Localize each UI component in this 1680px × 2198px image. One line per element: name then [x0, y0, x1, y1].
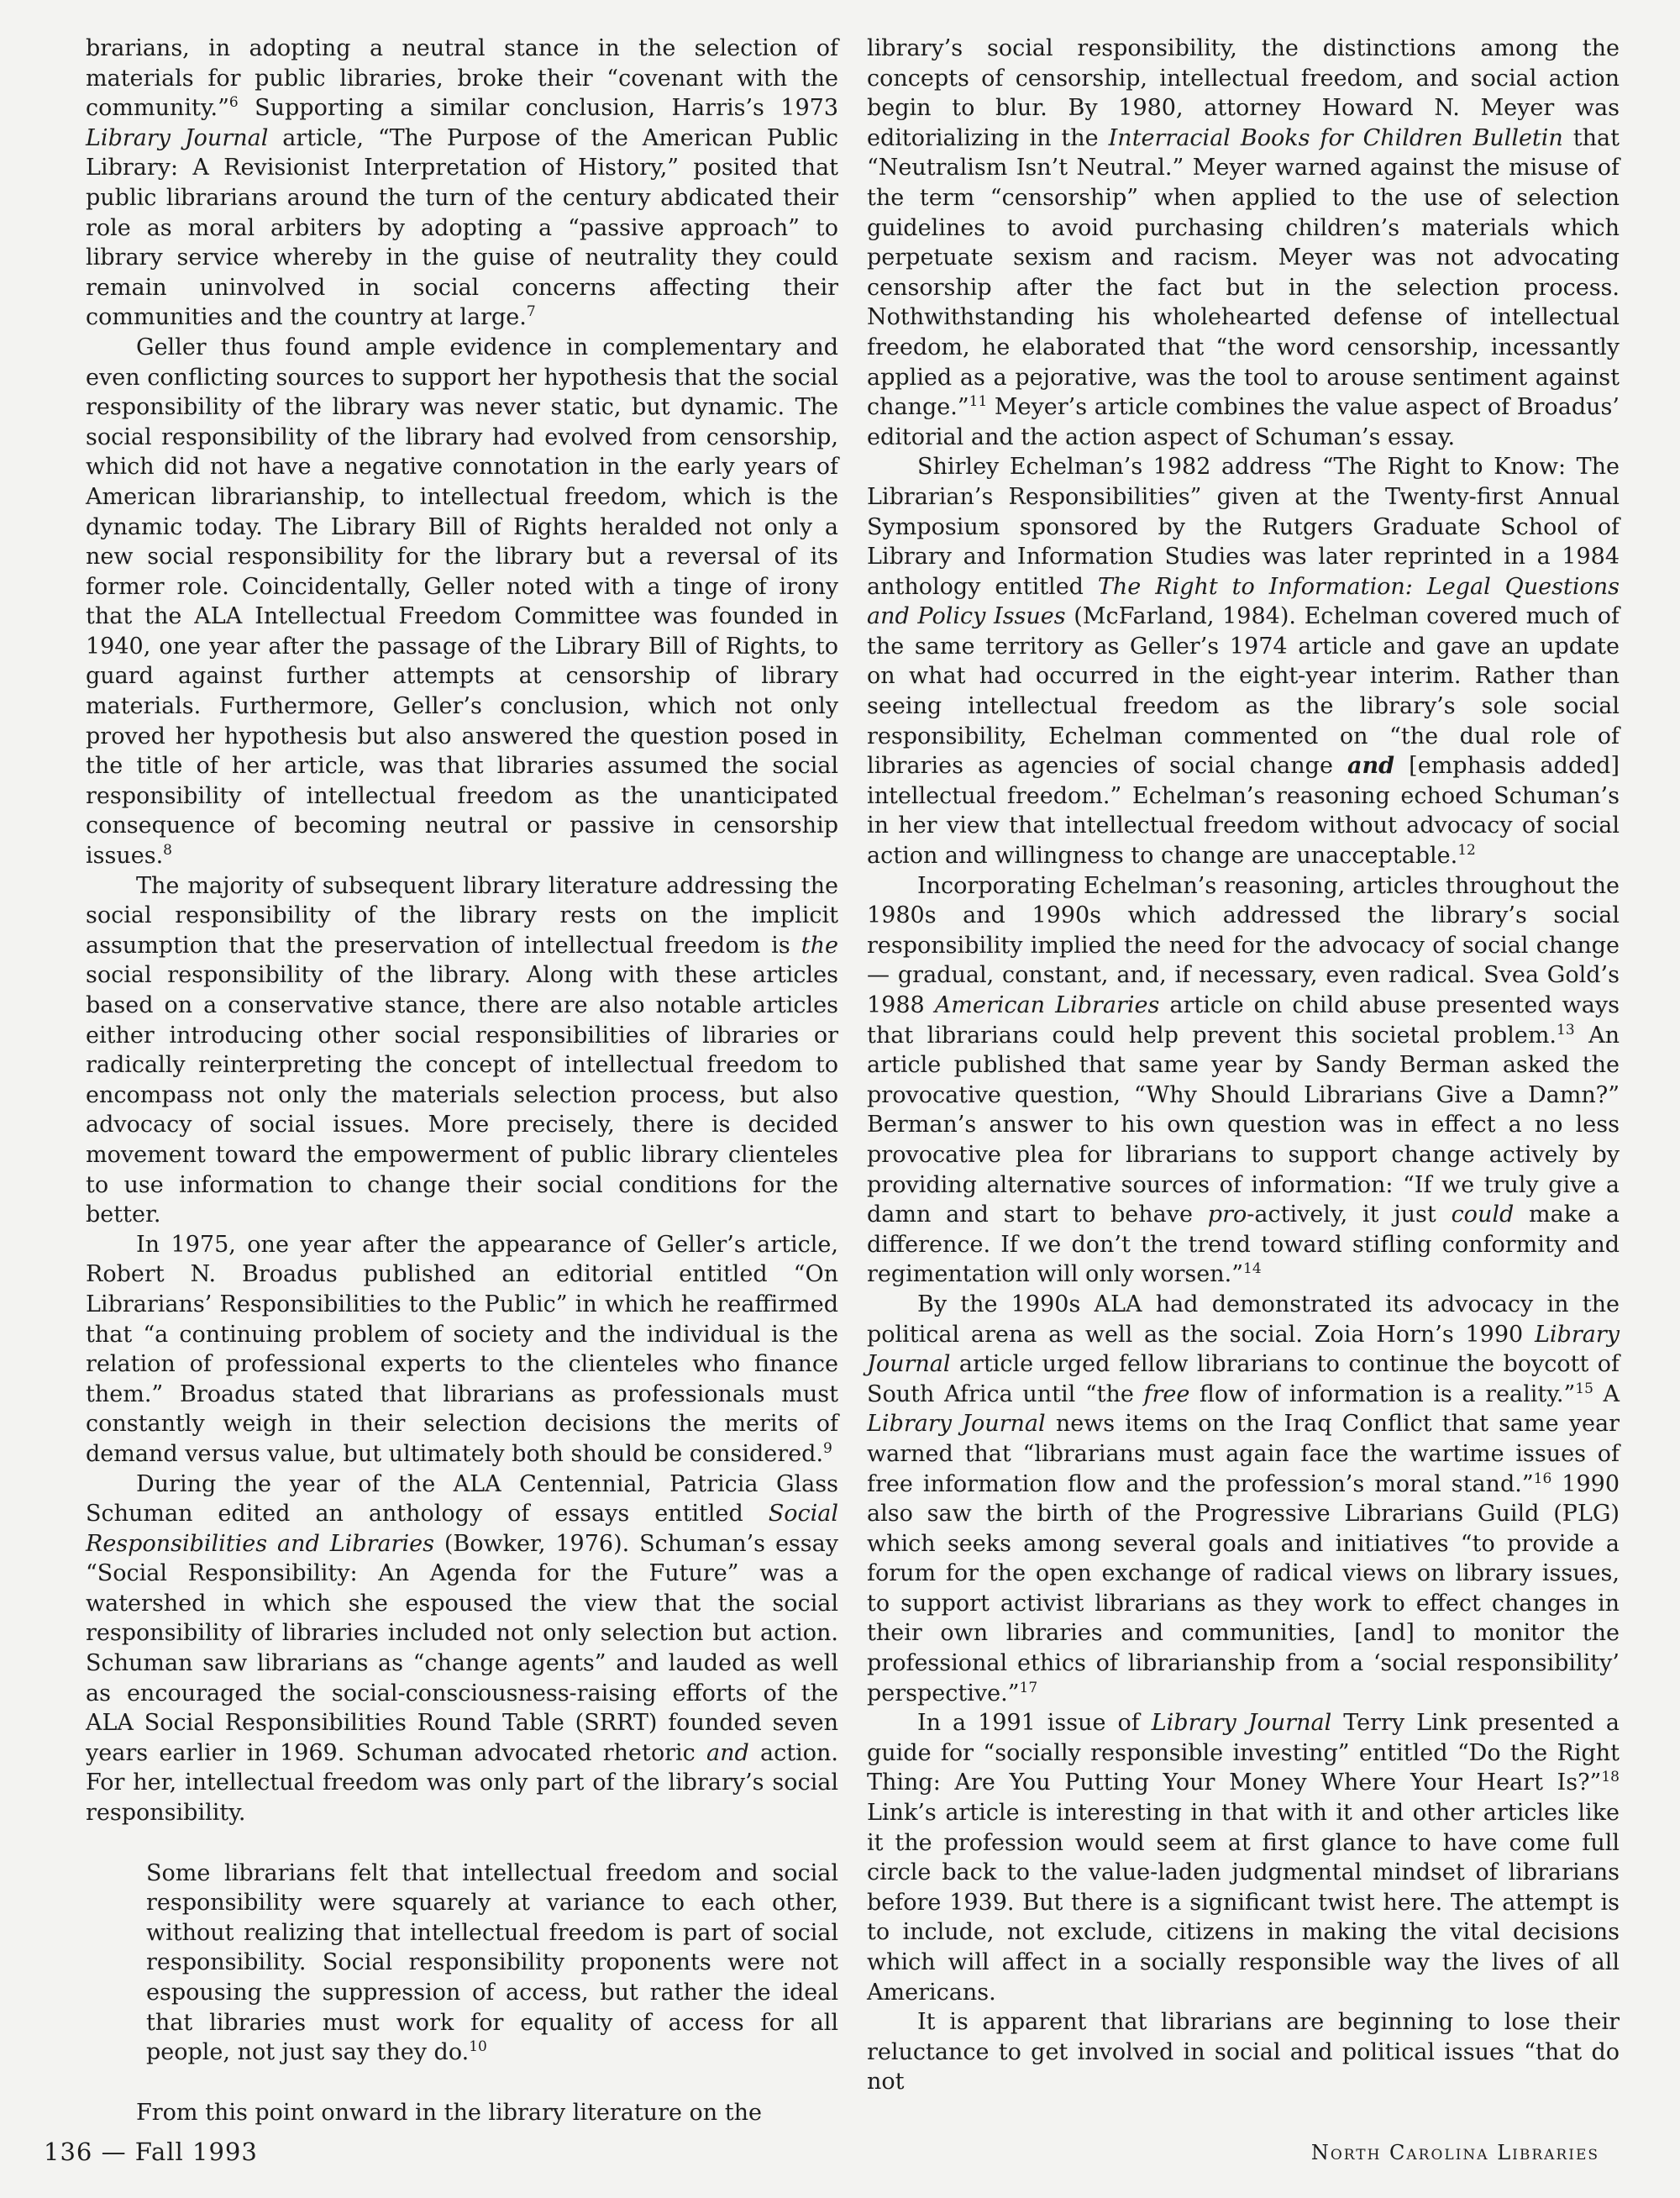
page-number-footer: 136 — Fall 1993 — [44, 2138, 258, 2166]
paragraph: During the year of the ALA Centennial, Patricia Glass Schuman edited an anthology of essays entitled Social Responsibilities and Libraries (Bowker, 1976). Schuman’s essay “Social Responsibility: An Agenda for the Future” was a watershed in which she espoused the view that the social responsibility of libraries included not only selection but action. Schuman saw librarians as “change agents” and lauded as well as encouraged the social-consciousness-raising efforts of the ALA Social Responsibilities Round Table (SRRT) founded seven years earlier in 1969. Schuman advocated rhetoric and action. For her, intellectual freedom was only part of the library’s social responsibility. — [86, 1470, 838, 1827]
paragraph: library’s social responsibility, the distinctions among the concepts of censorship, intellectual freedom, and social action begin to blur. By 1980, attorney Howard N. Meyer was editorializing in the Interracial Books for Children Bulletin that “Neutralism Isn’t Neutral.” Meyer warned against the misuse of the term “censorship” when applied to the use of selection guidelines to avoid purchasing children’s materials which perpetuate sexism and racism. Meyer was not advocating censorship after the fact but in the selection process. Nothwithstanding his wholehearted defense of intellectual freedom, he elaborated that “the word censorship, incessantly applied as a pejorative, was the tool to arouse sentiment against change.”$^{11}$ Meyer’s article combines the value aspect of Broadus’ editorial and the action aspect of Schuman’s essay. — [867, 35, 1620, 450]
footnote-ref: 16 — [1533, 1470, 1552, 1487]
footnote-ref: 7 — [526, 303, 536, 321]
footnote-ref: 17 — [1019, 1679, 1038, 1696]
left-column — [86, 34, 838, 2127]
paragraph: By the 1990s ALA had demonstrated its advocacy in the political arena as well as the social. Zoia Horn’s 1990 Library Journal article urged fellow librarians to continue the boycott of South Africa until “the free flow of information is a reality.”$^{15}$ A Library Journal news items on the Iraq Conflict that same year warned that “librarians must again face the wartime issues of free information flow and the profession’s moral stand.”$^{16}$ 1990 also saw the birth of the Progressive Librarians Guild (PLG) which seeks among several goals and initiatives “to provide a forum for the open exchange of radical views on library issues, to support activist librarians as they work to effect changes in their own libraries and communities, [and] to monitor the professional ethics of librarianship from a ‘social responsibility’ perspective.”$^{17}$ — [867, 1291, 1620, 1706]
footnote-ref: 18 — [1601, 1769, 1620, 1786]
block-quote: Some librarians felt that intellectual freedom and social responsibility were squarely at variance to each other, without realizing that intellectual freedom is part of social responsibility. Social responsibility proponents were not espousing the suppression of access, but rather the ideal that libraries must work for equality of access for all people, not just say they do.$^{10}$ — [146, 1859, 838, 2066]
paragraph: Geller thus found ample evidence in complementary and even conflicting sources to support her hypothesis that the social responsibility of the library was never static, but dynamic. The social responsibility of the library had evolved from censorship, which did not have a negative connotation in the early years of American librarianship, to intellectual freedom, which is the dynamic today. The Library Bill of Rights heralded not only a new social responsibility for the library but a reversal of its former role. Coincidentally, Geller noted with a tinge of irony that the ALA Intellectual Freedom Committee was founded in 1940, one year after the passage of the Library Bill of Rights, to guard against further attempts at censorship of library materials. Furthermore, Geller’s conclusion, which not only proved her hypothesis but also answered the question posed in the title of her article, was that libraries assumed the social responsibility of intellectual freedom as the unanticipated consequence of becoming neutral or passive in censorship issues.$^8$ — [86, 334, 838, 870]
paragraph: From this point onward in the library literature on the — [136, 2099, 762, 2126]
paragraph: brarians, in adopting a neutral stance in the selection of materials for public libraries, broke their “covenant with the community.”$^6$ Supporting a similar conclusion, Harris’s 1973 Library Journal article, “The Purpose of the American Public Library: A Revisionist Interpretation of History,” posited that public librarians around the turn of the century abdicated their role as moral arbiters by adopting a “passive approach” to library service whereby in the guise of neutrality they could remain uninvolved in social concerns affecting their communities and the country at large.$^7$ — [86, 35, 838, 331]
footnote-ref: 13 — [1557, 1021, 1575, 1039]
paragraph: In 1975, one year after the appearance of Geller’s article, Robert N. Broadus published an editorial entitled “On Librarians’ Responsibilities to the Public” in which he reaffirmed that “a continuing problem of society and the individual is the relation of professional experts to the clienteles who finance them.” Broadus stated that librarians as professionals must constantly weigh in their selection decisions the merits of demand versus value, but ultimately both should be considered.$^9$ — [86, 1231, 838, 1467]
footnote-ref: 6 — [228, 94, 239, 112]
journal-name-footer: North Carolina Libraries — [1310, 2141, 1599, 2164]
right-column — [867, 34, 1620, 2097]
paragraph: The majority of subsequent library literature addressing the social responsibility of the library rests on the implicit assumption that the preservation of intellectual freedom is the social responsibility of the library. Along with these articles based on a conservative stance, there are also notable articles either introducing other social responsibilities of libraries or radically reinterpreting the concept of intellectual freedom to encompass not only the materials selection process, but also advocacy of social issues. More precisely, there is decided movement toward the empowerment of public library clienteles to use information to change their social conditions for the better. — [86, 872, 838, 1228]
paragraph: Shirley Echelman’s 1982 address “The Right to Know: The Librarian’s Responsibilities” given at the Twenty-first Annual Symposium sponsored by the Rutgers Graduate School of Library and Information Studies was later reprinted in a 1984 anthology entitled The Right to Information: Legal Questions and Policy Issues (McFarland, 1984). Echelman covered much of the same territory as Geller’s 1974 article and gave an update on what had occurred in the eight-year interim. Rather than seeing intellectual freedom as the library’s sole social responsibility, Echelman commented on “the dual role of libraries as agencies of social change and [emphasis added] intellectual freedom.” Echelman’s reasoning echoed Schuman’s in her view that intellectual freedom without advocacy of social action and willingness to change are unacceptable.$^{12}$ — [867, 454, 1620, 870]
footnote-ref: 8 — [163, 842, 172, 860]
paragraph: In a 1991 issue of Library Journal Terry Link presented a guide for “socially responsible investing” entitled “Do the Right Thing: Are You Putting Your Money Where Your Heart Is?”$^{18}$ Link’s article is interesting in that with it and other articles like it the profession would seem at first glance to have come full circle back to the value-laden judgmental mindset of librarians before 1939. But there is a significant twist here. The attempt is to include, not exclude, citizens in making the vital decisions which will affect in a socially responsible way the lives of all Americans. — [867, 1710, 1620, 2006]
footnote-ref: 15 — [1575, 1380, 1593, 1397]
paragraph: It is apparent that librarians are beginning to lose their reluctance to get involved in social and political issues “that do not — [867, 2009, 1620, 2095]
footnote-ref: 11 — [969, 393, 988, 411]
footnote-ref: 12 — [1457, 842, 1476, 860]
footnote-ref: 10 — [469, 2038, 487, 2056]
paragraph: Incorporating Echelman’s reasoning, articles throughout the 1980s and 1990s which addressed the library’s social responsibility implied the need for the advocacy of social change — gradual, constant, and, if necessary, even radical. Svea Gold’s 1988 American Libraries article on child abuse presented ways that librarians could help prevent this societal problem.$^{13}$ An article published that same year by Sandy Berman asked the provocative question, “Why Should Librarians Give a Damn?” Berman’s answer to his own question was in effect a no less provocative plea for librarians to support change actively by providing alternative sources of information: “If we truly give a damn and start to behave pro-actively, it just could make a difference. If we don’t the trend toward stifling conformity and regimentation will only worsen.”$^{14}$ — [867, 872, 1620, 1288]
footnote-ref: 14 — [1243, 1260, 1262, 1278]
footnote-ref: 9 — [823, 1439, 832, 1457]
